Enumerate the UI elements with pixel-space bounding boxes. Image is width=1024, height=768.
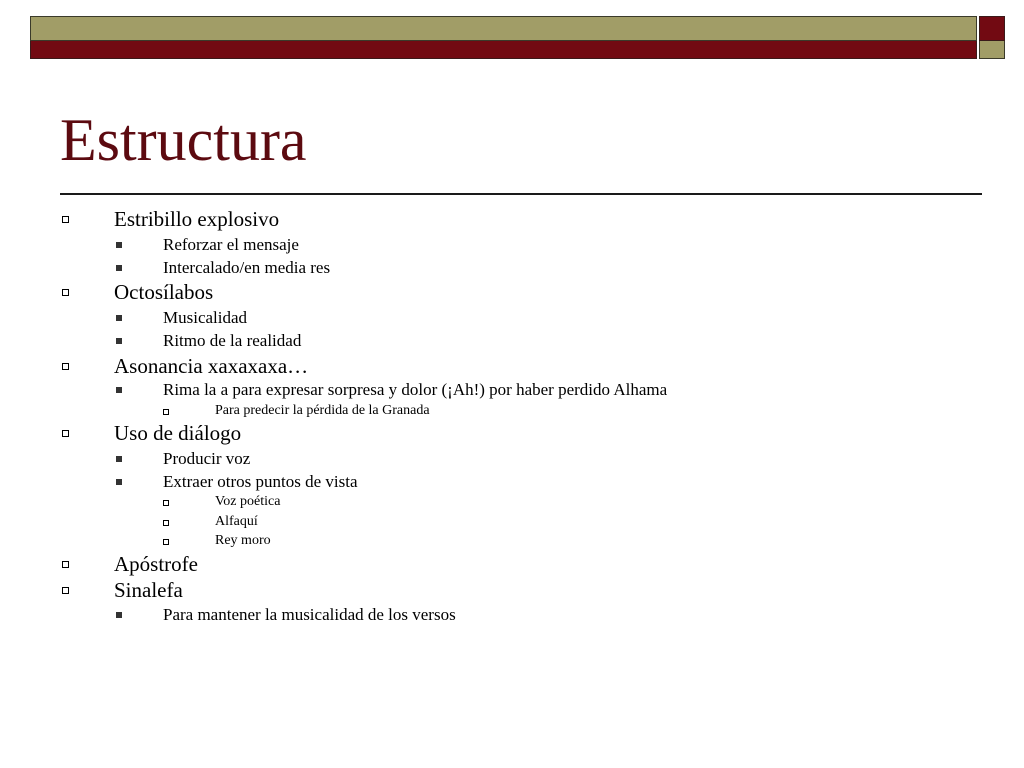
top-decorative-bar — [30, 16, 1005, 60]
filled-square-bullet-icon — [116, 315, 122, 321]
hollow-square-bullet-icon — [62, 587, 69, 594]
hollow-square-bullet-icon — [62, 289, 69, 296]
outline-item-reforzar — [163, 235, 299, 255]
hollow-square-bullet-icon — [62, 363, 69, 370]
top-bar-red-square — [979, 16, 1005, 41]
outline-item-producir-voz — [163, 449, 250, 469]
outline-item-extraer — [163, 472, 358, 492]
outline-item-intercalado — [163, 258, 330, 278]
outline-item-alfaqui — [215, 514, 258, 530]
top-bar-olive-square — [979, 41, 1005, 59]
outline-item-text: Rima la a para expresar sorpresa y dolor (¡Ah!) por haber perdido Alhama — [163, 380, 668, 399]
filled-square-bullet-icon — [116, 387, 122, 393]
outline-item-sinalefa — [114, 578, 183, 603]
filled-square-bullet-icon — [116, 479, 122, 485]
outline-item-text: Sinalefa — [114, 578, 183, 602]
filled-square-bullet-icon — [116, 242, 122, 248]
filled-square-bullet-icon — [116, 265, 122, 271]
outline-item-rima — [163, 380, 667, 400]
outline-item-text: Voz poética — [215, 494, 281, 509]
hollow-square-bullet-icon — [163, 520, 169, 526]
outline-item-text: Intercalado/en media res — [163, 258, 331, 277]
outline-item-text: Estribillo explosivo — [114, 207, 280, 231]
outline-item-text: Producir voz — [163, 449, 251, 468]
outline-item-apostrofe — [114, 552, 198, 577]
outline-item-ritmo — [163, 331, 301, 351]
outline-item-text: Asonancia xaxaxaxa… — [114, 354, 309, 378]
outline-item-text: Para predecir la pérdida de la Granada — [215, 403, 430, 418]
slide-title: Estructura — [60, 107, 307, 173]
filled-square-bullet-icon — [116, 338, 122, 344]
outline-item-octosilabos — [114, 280, 213, 305]
outline-item-text: Uso de diálogo — [114, 421, 242, 445]
outline-item-text: Extraer otros puntos de vista — [163, 472, 358, 491]
outline-item-text: Apóstrofe — [114, 552, 198, 576]
top-bar-red-strip — [30, 41, 977, 59]
outline-item-asonancia — [114, 354, 308, 379]
filled-square-bullet-icon — [116, 612, 122, 618]
top-bar-olive-strip — [30, 16, 977, 41]
outline-item-text: Ritmo de la realidad — [163, 331, 302, 350]
outline-item-voz-poetica — [215, 494, 280, 510]
outline-item-dialogo — [114, 421, 241, 446]
outline-item-text: Musicalidad — [163, 308, 248, 327]
outline-item-mantener — [163, 605, 456, 625]
outline-item-text: Alfaquí — [215, 514, 258, 529]
hollow-square-bullet-icon — [62, 430, 69, 437]
hollow-square-bullet-icon — [163, 500, 169, 506]
outline-item-rey-moro — [215, 533, 271, 549]
outline-item-musicalidad — [163, 308, 247, 328]
hollow-square-bullet-icon — [163, 539, 169, 545]
hollow-square-bullet-icon — [62, 216, 69, 223]
title-underline — [60, 193, 982, 195]
hollow-square-bullet-icon — [163, 409, 169, 415]
outline-item-estribillo — [114, 207, 279, 232]
hollow-square-bullet-icon — [62, 561, 69, 568]
outline-item-text: Octosílabos — [114, 280, 214, 304]
outline-item-text: Para mantener la musicalidad de los versos — [163, 605, 456, 624]
outline-item-predecir — [215, 403, 430, 419]
outline-item-text: Rey moro — [215, 533, 271, 548]
filled-square-bullet-icon — [116, 456, 122, 462]
outline-item-text: Reforzar el mensaje — [163, 235, 299, 254]
